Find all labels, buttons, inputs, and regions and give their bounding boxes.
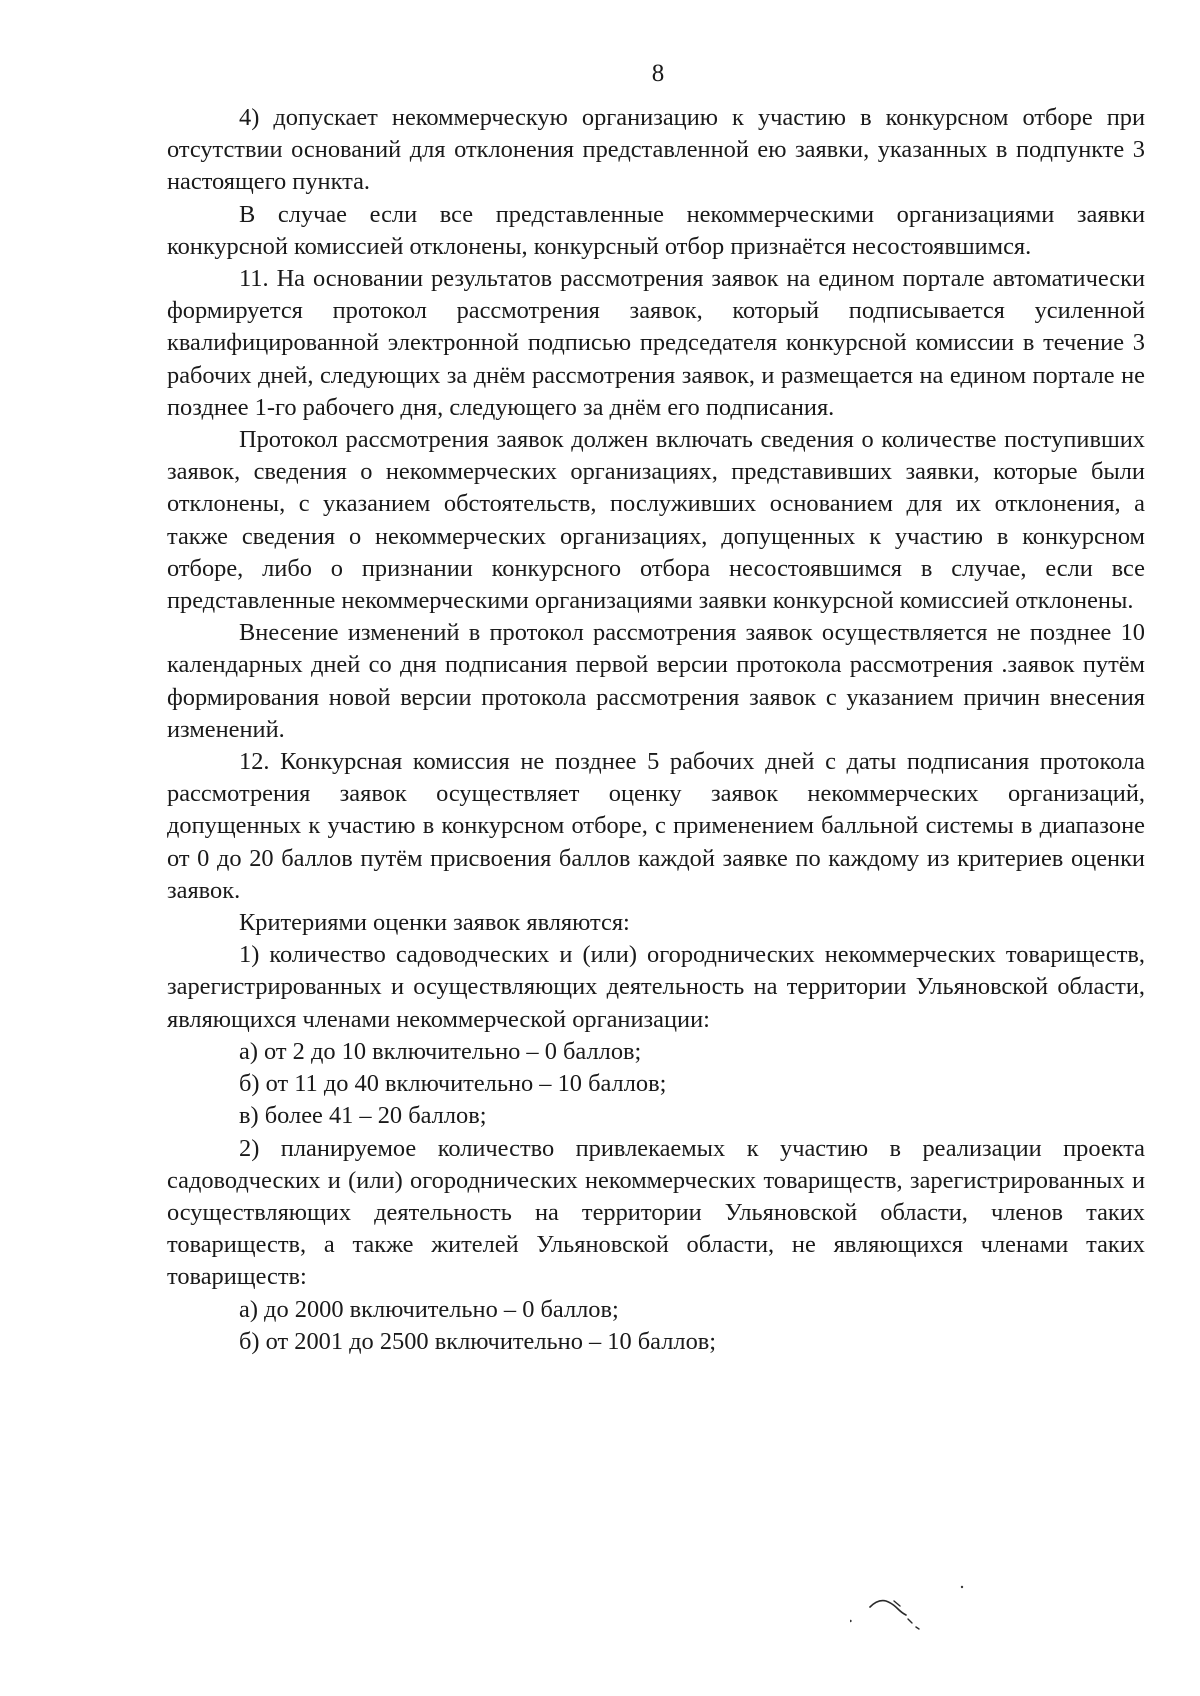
list-item-criterion-1-b: б) от 11 до 40 включительно – 10 баллов; bbox=[239, 1070, 667, 1098]
paragraph-criterion-1: 1) количество садоводческих и (или) огороднических некоммерческих товариществ, зарегистрированных и осуществляющих деятельность на территории Ульяновской области, являющихся членами некоммерческой организации: bbox=[167, 941, 1145, 1033]
paragraph-section-11: 11. На основании результатов рассмотрения заявок на едином портале автоматически формируется протокол рассмотрения заявок, который подписывается усиленной квалифицированной электронной подписью председателя конкурсной комиссии в течение 3 рабочих дней, следующих за днём рассмотрения заявок, и размещается на едином портале не позднее 1-го рабочего дня, следующего за днём его подписания. bbox=[167, 265, 1145, 421]
handwritten-mark bbox=[850, 1575, 1000, 1685]
paragraph-protocol-changes: Внесение изменений в протокол рассмотрения заявок осуществляется не позднее 10 календарных дней со дня подписания первой версии протокола рассмотрения .заявок путём формирования новой версии протокола рассмотрения заявок с указанием причин внесения изменений. bbox=[167, 619, 1145, 743]
paragraph-protocol-contents: Протокол рассмотрения заявок должен включать сведения о количестве поступивших заявок, сведения о некоммерческих организациях, представивших заявки, которые были отклонены, с указанием обстоятельств, послуживших основанием для их отклонения, а также сведения о некоммерческих организациях, допущенных к участию в конкурсном отборе, либо о признании конкурсного отбора несостоявшимся в случае, если все представленные некоммерческими организациями заявки конкурсной комиссией отклонены. bbox=[167, 426, 1145, 615]
paragraph-section-12: 12. Конкурсная комиссия не позднее 5 рабочих дней с даты подписания протокола рассмотрения заявок осуществляет оценку заявок некоммерческих организаций, допущенных к участию в конкурсном отборе, с применением балльной системы в диапазоне от 0 до 20 баллов путём присвоения баллов каждой заявке по каждому из критериев оценки заявок. bbox=[167, 748, 1145, 904]
paragraph-item-4-admission: 4) допускает некоммерческую организацию к участию в конкурсном отборе при отсутствии оснований для отклонения представленной ею заявки, указанных в подпункте 3 настоящего пункта. bbox=[167, 104, 1145, 196]
document-body bbox=[167, 102, 1145, 1358]
list-item-criterion-2-a: а) до 2000 включительно – 0 баллов; bbox=[239, 1295, 619, 1323]
list-item-criterion-1-a: а) от 2 до 10 включительно – 0 баллов; bbox=[239, 1037, 642, 1065]
page-number: 8 bbox=[651, 60, 665, 87]
paragraph-criterion-2: 2) планируемое количество привлекаемых к участию в реализации проекта садоводческих и (или) огороднических некоммерческих товариществ, зарегистрированных и осуществляющих деятельность на территории Ульяновской области, членов таких товариществ, а также жителей Ульяновской области, не являющихся членами таких товариществ: bbox=[167, 1134, 1145, 1291]
paragraph-criteria-heading: Критериями оценки заявок являются: bbox=[239, 909, 630, 937]
list-item-criterion-2-b: б) от 2001 до 2500 включительно – 10 баллов; bbox=[239, 1327, 717, 1355]
list-item-criterion-1-c: в) более 41 – 20 баллов; bbox=[239, 1102, 487, 1130]
paragraph-all-rejected: В случае если все представленные некоммерческими организациями заявки конкурсной комиссией отклонены, конкурсный отбор признаётся несостоявшимся. bbox=[167, 200, 1145, 260]
